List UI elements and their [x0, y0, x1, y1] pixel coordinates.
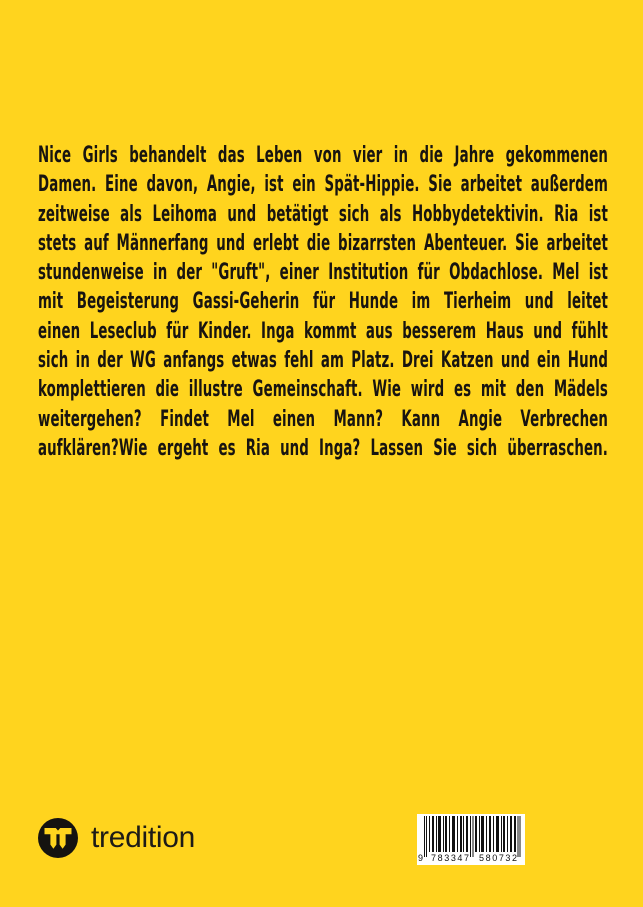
- blurb-line: einen Leseclub für Kinder. Inga kommt aus besserem Haus und fühlt: [38, 318, 608, 344]
- publisher-logo: [38, 818, 195, 858]
- blurb-line: stundenweise in der "Gruft", einer Institution für Obdachlose. Mel ist: [38, 260, 608, 286]
- barcode-group-1: 783347: [431, 853, 471, 863]
- blurb-text-block: [38, 141, 608, 463]
- blurb-line: zeitweise als Leihoma und betätigt sich als Hobbydetektivin. Ria ist: [38, 201, 608, 227]
- blurb-line: aufklären?Wie ergeht es Ria und Inga? Lassen Sie sich überraschen.: [38, 435, 608, 461]
- blurb-line: Nice Girls behandelt das Leben von vier in die Jahre gekommenen: [38, 143, 608, 168]
- publisher-name: tredition: [91, 821, 196, 854]
- isbn-barcode: [417, 814, 525, 865]
- barcode-prefix-digit: 9: [418, 853, 424, 863]
- blurb-line: komplettieren die illustre Gemeinschaft. Wie wird es mit den Mädels: [38, 377, 608, 403]
- barcode-number: [417, 853, 525, 864]
- blurb-line: stets auf Männerfang und erlebt die bizarrsten Abenteuer. Sie arbeitet: [38, 230, 608, 256]
- blurb-line: sich in der WG anfangs etwas fehl am Platz. Drei Katzen und ein Hund: [38, 348, 608, 374]
- blurb-line: mit Begeisterung Gassi-Geherin für Hunde im Tierheim und leitet: [38, 289, 608, 315]
- blurb-line: Damen. Eine davon, Angie, ist ein Spät-Hippie. Sie arbeitet außerdem: [38, 172, 608, 198]
- barcode-group-2: 580732: [479, 853, 519, 863]
- tredition-logo-icon: [38, 818, 78, 858]
- blurb-line: weitergehen? Findet Mel einen Mann? Kann Angie Verbrechen: [38, 406, 608, 432]
